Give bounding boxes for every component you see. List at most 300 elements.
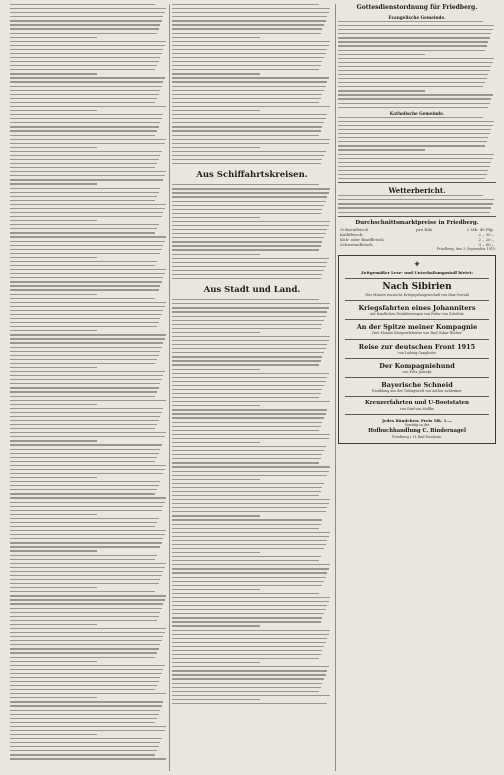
- text-line: [172, 16, 327, 17]
- text-line: [172, 8, 330, 9]
- text-line: [10, 400, 166, 401]
- text-line: [172, 597, 330, 598]
- text-line: [338, 125, 493, 126]
- text-line: [172, 625, 260, 626]
- text-line: [172, 397, 319, 398]
- text-line: [10, 126, 159, 127]
- text-line: [10, 155, 160, 156]
- text-line: [10, 314, 162, 315]
- text-line: [172, 499, 330, 500]
- text-line: [10, 208, 165, 209]
- text-line: [10, 718, 157, 719]
- text-line: [10, 326, 157, 327]
- text-line: [172, 524, 321, 525]
- local-news-heading: Aus Stadt und Land.: [203, 285, 301, 296]
- text-line: [10, 595, 166, 596]
- text-line: [172, 454, 322, 455]
- text-line: [172, 401, 330, 402]
- text-line: [10, 236, 166, 237]
- text-line: [10, 273, 165, 274]
- text-line: [172, 466, 330, 467]
- text-line: [338, 145, 485, 146]
- market-row: Kalbfleisch 2 „ 30 „: [340, 231, 494, 237]
- text-line: [172, 544, 326, 545]
- text-line: [172, 201, 326, 202]
- text-line: [10, 546, 160, 547]
- text-line: [10, 665, 165, 666]
- text-line: [172, 217, 260, 218]
- text-line: [172, 266, 326, 267]
- text-line: [10, 139, 166, 140]
- text-line: [172, 328, 321, 329]
- text-line: [172, 114, 327, 115]
- text-line: [10, 689, 155, 690]
- column-rule-1: [169, 4, 170, 771]
- text-line: [10, 212, 163, 213]
- text-line: [10, 518, 159, 519]
- column-2: [172, 4, 332, 707]
- text-line: [172, 519, 322, 520]
- text-line: [172, 695, 330, 696]
- text-line: [172, 130, 321, 131]
- text-line: [10, 8, 166, 9]
- text-line: [10, 591, 155, 592]
- text-line: [172, 98, 321, 99]
- text-line: [338, 212, 490, 213]
- text-line: [172, 159, 322, 160]
- text-line: [10, 16, 163, 17]
- text-line: [172, 417, 324, 418]
- text-line: [172, 369, 260, 370]
- text-line: [172, 426, 321, 427]
- text-line: [172, 548, 324, 549]
- text-line: [10, 583, 159, 584]
- text-line: [338, 107, 488, 108]
- text-line: [10, 20, 162, 21]
- text-line: [10, 628, 166, 629]
- text-line: [172, 348, 326, 349]
- text-line: [10, 163, 157, 164]
- text-line: [172, 434, 330, 435]
- text-line: [10, 526, 155, 527]
- text-line: [338, 133, 490, 134]
- text-line: [172, 528, 319, 529]
- text-line: [10, 567, 165, 568]
- text-line: [10, 90, 160, 91]
- ad-book-5: Der Kompagniehund: [379, 361, 455, 370]
- text-line: [338, 90, 425, 91]
- text-line: [10, 534, 165, 535]
- text-line: [338, 82, 485, 83]
- text-line: [172, 609, 326, 610]
- text-line: [10, 734, 97, 735]
- text-line: [10, 542, 162, 543]
- text-line: [10, 485, 159, 486]
- text-line: [338, 29, 493, 30]
- text-line: [172, 422, 322, 423]
- text-line: [172, 45, 329, 46]
- text-line: [338, 195, 483, 196]
- text-line: [172, 135, 319, 136]
- text-line: [172, 4, 319, 5]
- text-line: [172, 446, 326, 447]
- text-line: [172, 61, 322, 62]
- text-line: [172, 385, 324, 386]
- text-line: [10, 94, 159, 95]
- text-line: [172, 241, 322, 242]
- text-line: [338, 78, 487, 79]
- text-line: [172, 605, 327, 606]
- column-2-text-bottom: [172, 299, 332, 704]
- text-line: [338, 207, 491, 208]
- text-line: [338, 58, 494, 59]
- text-line: [172, 487, 322, 488]
- text-line: [172, 229, 327, 230]
- text-line: [10, 416, 160, 417]
- ad-book-7: Kreuzerfahrten und U-Bootstaten: [365, 400, 469, 407]
- text-line: [338, 70, 490, 71]
- text-line: [10, 440, 97, 441]
- text-line: [10, 657, 155, 658]
- text-line: [172, 151, 326, 152]
- text-line: [172, 536, 329, 537]
- text-line: [172, 122, 324, 123]
- text-line: [172, 196, 327, 197]
- text-line: [10, 37, 97, 38]
- text-line: [172, 642, 326, 643]
- text-line: [172, 106, 330, 107]
- weather-text: [338, 195, 496, 213]
- text-line: [172, 377, 327, 378]
- text-line: [10, 110, 97, 111]
- text-line: [10, 342, 163, 343]
- text-line: [10, 175, 165, 176]
- ad-subtitle: Zeitgemäßer Lese- und Unterhaltungsstoff bietet:: [361, 269, 473, 275]
- text-line: [172, 94, 322, 95]
- text-line: [10, 228, 157, 229]
- text-line: [10, 477, 97, 478]
- service-order-title: Gottesdienstordnung für Friedberg.: [356, 4, 478, 11]
- text-line: [172, 687, 321, 688]
- column-2-text-top: [172, 4, 332, 164]
- ad-book-6-sub: Erzählung aus der Gebirgswelt von Arthur Achleitner: [372, 388, 462, 393]
- text-line: [10, 122, 160, 123]
- text-line: [10, 449, 160, 450]
- text-line: [10, 685, 157, 686]
- text-line: [10, 220, 97, 221]
- ad-seller-place: Friedberg i. H. Bad-Nauheim.: [392, 434, 442, 439]
- text-line: [10, 624, 97, 625]
- text-line: [10, 722, 155, 723]
- text-line: [172, 503, 329, 504]
- text-line: [10, 563, 166, 564]
- text-line: [10, 444, 162, 445]
- text-line: [10, 53, 162, 54]
- text-line: [172, 560, 319, 561]
- text-line: [10, 375, 163, 376]
- text-line: [10, 200, 155, 201]
- text-line: [172, 556, 321, 557]
- text-line: [172, 442, 260, 443]
- column-1-text: [10, 4, 168, 763]
- text-line: [10, 481, 160, 482]
- text-line: [172, 356, 322, 357]
- text-line: [338, 166, 490, 167]
- text-line: [10, 648, 159, 649]
- text-line: [10, 171, 166, 172]
- text-line: [172, 274, 322, 275]
- text-line: [338, 158, 493, 159]
- text-line: [172, 409, 327, 410]
- text-line: [172, 373, 329, 374]
- text-line: [172, 110, 260, 111]
- ad-seller: Hofbuchhandlung C. Bindernagel: [368, 427, 466, 434]
- text-line: [10, 241, 165, 242]
- text-line: [10, 632, 165, 633]
- text-line: [172, 577, 326, 578]
- text-line: [338, 33, 491, 34]
- text-line: [10, 710, 160, 711]
- text-line: [172, 147, 260, 148]
- text-line: [172, 674, 326, 675]
- text-line: [10, 281, 162, 282]
- text-line: [10, 147, 97, 148]
- text-line: [10, 555, 157, 556]
- text-line: [10, 4, 155, 5]
- text-line: [10, 608, 162, 609]
- text-line: [172, 221, 330, 222]
- text-line: [10, 673, 162, 674]
- text-line: [10, 746, 159, 747]
- text-line: [172, 311, 327, 312]
- text-line: [10, 714, 159, 715]
- text-line: [10, 579, 160, 580]
- market-title: Durchschnittsmarktpreise in Friedberg.: [355, 219, 479, 226]
- text-line: [172, 184, 319, 185]
- text-line: [172, 568, 329, 569]
- ad-book-5-sub: von Fritz Janosky: [402, 369, 432, 374]
- text-line: [338, 41, 488, 42]
- text-line: [172, 405, 260, 406]
- text-line: [172, 316, 326, 317]
- text-line: [10, 396, 155, 397]
- text-line: [10, 183, 97, 184]
- text-line: [10, 730, 165, 731]
- text-line: [172, 81, 327, 82]
- text-line: [10, 114, 163, 115]
- divider: [338, 182, 496, 183]
- text-line: [10, 277, 163, 278]
- text-line: [10, 697, 97, 698]
- text-line: [10, 661, 97, 662]
- divider: [338, 216, 496, 217]
- text-line: [338, 66, 491, 67]
- text-line: [172, 703, 327, 704]
- text-line: [10, 738, 162, 739]
- text-line: [10, 167, 155, 168]
- text-line: [172, 507, 327, 508]
- text-line: [10, 506, 163, 507]
- text-line: [10, 681, 159, 682]
- ad-book-1: Nach Sibirien: [382, 281, 452, 292]
- text-line: [10, 432, 166, 433]
- ad-price: Jedes Bändchen: Preis Mk. 1.—: [382, 418, 452, 424]
- text-line: [172, 28, 322, 29]
- text-line: [10, 424, 157, 425]
- market-row: Kuh- oder Rindfleisch 2 „ 20 „: [340, 236, 494, 242]
- text-line: [172, 57, 324, 58]
- text-line: [172, 205, 324, 206]
- text-line: [10, 473, 163, 474]
- text-line: [338, 203, 493, 204]
- text-line: [338, 45, 487, 46]
- text-line: [10, 502, 165, 503]
- text-line: [10, 302, 166, 303]
- text-line: [10, 750, 157, 751]
- text-line: [10, 102, 155, 103]
- shipping-heading: Aus Schiffahrtskreisen.: [196, 170, 308, 181]
- text-line: [10, 453, 159, 454]
- text-line: [172, 475, 327, 476]
- text-line: [10, 489, 157, 490]
- ad-book-3: An der Spitze meiner Kompagnie: [356, 323, 478, 332]
- text-line: [172, 483, 324, 484]
- text-line: [172, 12, 329, 13]
- text-line: [172, 638, 327, 639]
- text-line: [10, 306, 165, 307]
- text-line: [338, 25, 494, 26]
- text-line: [10, 612, 160, 613]
- text-line: [172, 634, 329, 635]
- text-line: [172, 320, 324, 321]
- text-line: [172, 332, 260, 333]
- text-line: [338, 54, 425, 55]
- text-line: [10, 652, 157, 653]
- text-line: [10, 599, 165, 600]
- column-rule-2: [335, 4, 336, 771]
- text-line: [10, 330, 97, 331]
- text-line: [10, 224, 159, 225]
- text-line: [338, 121, 494, 122]
- text-line: [10, 298, 155, 299]
- text-line: [172, 41, 330, 42]
- text-line: [10, 269, 166, 270]
- text-line: [10, 412, 162, 413]
- text-line: [10, 404, 97, 405]
- text-line: [172, 471, 329, 472]
- text-line: [172, 650, 322, 651]
- text-line: [172, 438, 329, 439]
- text-line: [172, 585, 322, 586]
- text-line: [172, 33, 321, 34]
- text-line: [10, 28, 159, 29]
- text-line: [338, 137, 488, 138]
- text-line: [172, 413, 326, 414]
- text-line: [10, 159, 159, 160]
- text-line: [10, 351, 160, 352]
- text-line: [172, 225, 329, 226]
- text-line: [172, 139, 330, 140]
- market-row: Ochsenfleisch pro Kilo 2 Mk. 40 Pfg.: [340, 226, 494, 232]
- text-line: [172, 307, 329, 308]
- text-line: [10, 265, 155, 266]
- text-line: [10, 428, 155, 429]
- text-line: [172, 249, 319, 250]
- text-line: [10, 726, 166, 727]
- text-line: [10, 216, 162, 217]
- text-line: [10, 465, 166, 466]
- text-line: [10, 359, 157, 360]
- text-line: [172, 389, 322, 390]
- text-line: [10, 249, 162, 250]
- text-line: [338, 86, 483, 87]
- market-date: Friedberg, den 3. September 1915.: [436, 246, 496, 251]
- text-line: [172, 691, 319, 692]
- ad-book-3-sub: Drei Monate Kriegserlebnisse von Paul Oskar Höcker: [372, 331, 462, 336]
- text-line: [10, 49, 163, 50]
- text-line: [10, 636, 163, 637]
- text-line: [172, 381, 326, 382]
- text-line: [10, 41, 166, 42]
- ad-book-6: Bayerische Schneid: [381, 380, 453, 389]
- text-line: [172, 245, 321, 246]
- text-line: [172, 37, 260, 38]
- text-line: [10, 61, 159, 62]
- ad-book-4: Reise zur deutschen Front 1915: [358, 342, 476, 351]
- weather-title: Wetterbericht.: [388, 186, 446, 196]
- ad-seller-pre: Vorrätig in der: [404, 423, 430, 428]
- text-line: [172, 589, 260, 590]
- text-line: [172, 511, 326, 512]
- text-line: [172, 163, 321, 164]
- text-line: [10, 371, 165, 372]
- protestant-services: [338, 21, 496, 108]
- text-line: [172, 49, 327, 50]
- text-line: [10, 98, 157, 99]
- catholic-heading: Katholische Gemeinde.: [389, 110, 445, 116]
- ad-book-7-sub: von Graf von Moltke: [399, 407, 435, 412]
- text-line: [10, 461, 155, 462]
- catholic-services: [338, 117, 496, 179]
- text-line: [338, 149, 425, 150]
- text-line: [172, 581, 324, 582]
- text-line: [10, 754, 155, 755]
- text-line: [10, 363, 155, 364]
- text-line: [10, 705, 162, 706]
- text-line: [172, 360, 321, 361]
- text-line: [172, 102, 319, 103]
- text-line: [10, 135, 155, 136]
- text-line: [172, 699, 260, 700]
- text-line: [172, 515, 260, 516]
- text-line: [338, 170, 488, 171]
- text-line: [10, 575, 162, 576]
- text-line: [172, 540, 327, 541]
- text-line: [172, 20, 326, 21]
- text-line: [172, 462, 319, 463]
- text-line: [10, 391, 157, 392]
- text-line: [10, 253, 160, 254]
- text-line: [172, 65, 321, 66]
- text-line: [338, 37, 490, 38]
- text-line: [172, 24, 324, 25]
- text-line: [172, 155, 324, 156]
- text-line: [172, 352, 324, 353]
- text-line: [10, 379, 162, 380]
- text-line: [10, 45, 165, 46]
- text-line: [172, 188, 330, 189]
- text-line: [172, 143, 329, 144]
